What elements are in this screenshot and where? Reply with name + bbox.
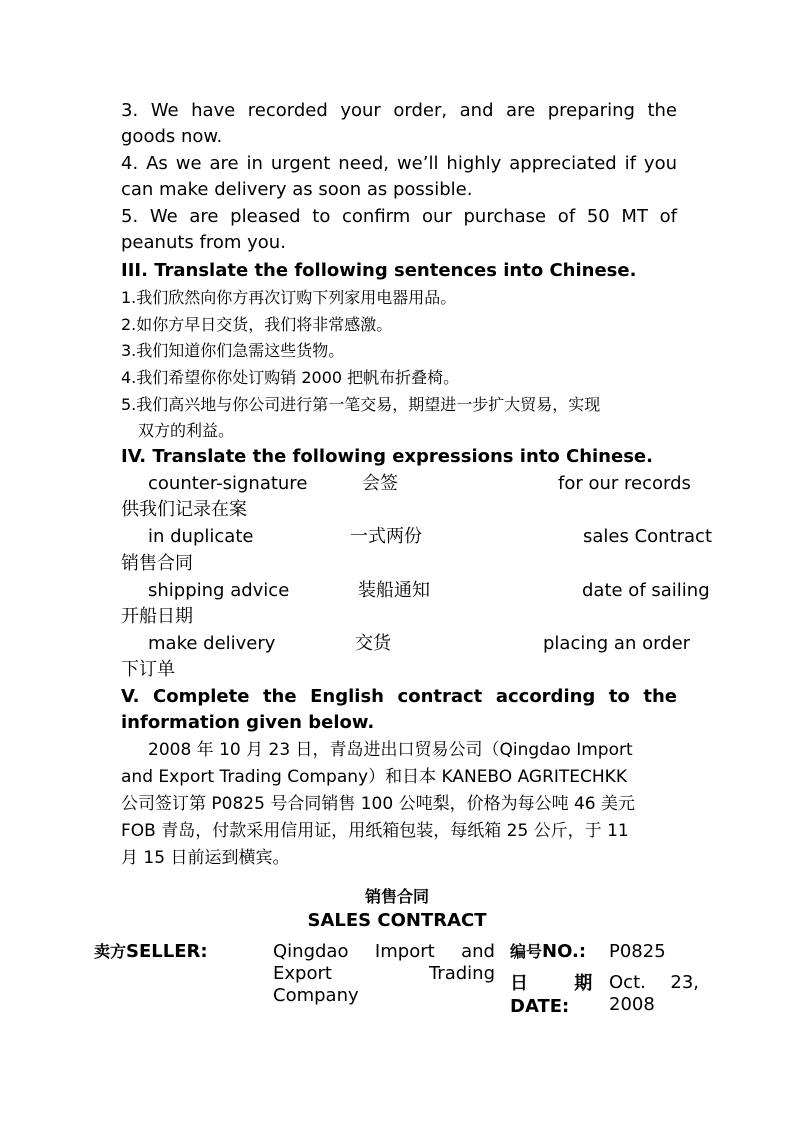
expression-en: shipping advice xyxy=(148,580,290,601)
sentence-3-line-1: 3. We have recorded your order, and are preparing the xyxy=(121,100,677,121)
sentence-4-line-1: 4. As we are in urgent need, we’ll highly appreciated if you xyxy=(121,153,677,174)
section-5-heading-line-2: information given below. xyxy=(121,712,375,733)
date-value-line-1: Oct. 23, xyxy=(609,972,699,993)
cn-sentence-1: 1.我们欣然向你方再次订购下列家用电器用品。 xyxy=(121,288,457,307)
expression-en: placing an order xyxy=(543,633,691,654)
section-5-heading-line-1: V. Complete the English contract according to the xyxy=(121,686,677,707)
expression-cn: 销售合同 xyxy=(121,553,193,574)
expression-cn: 一式两份 xyxy=(350,526,422,547)
sentence-3-line-2: goods now. xyxy=(121,126,223,147)
contract-no-label xyxy=(510,941,586,963)
cn-sentence-3: 3.我们知道你们急需这些货物。 xyxy=(121,341,345,360)
expression-en: for our records xyxy=(558,473,691,494)
cn-sentence-5-continued: 双方的利益。 xyxy=(138,421,235,440)
expression-cn: 开船日期 xyxy=(121,606,193,627)
contract-title-cn: 销售合同 xyxy=(364,887,429,906)
cn-sentence-4: 4.我们希望你你处订购销 2000 把帆布折叠椅。 xyxy=(121,368,460,387)
expression-cn: 会签 xyxy=(362,473,398,494)
expression-cn: 供我们记录在案 xyxy=(121,499,247,520)
expression-en: date of sailing xyxy=(582,580,710,601)
section-3-heading: III. Translate the following sentences into Chinese. xyxy=(121,260,637,281)
info-paragraph-line-4: FOB 青岛，付款采用信用证，用纸箱包装，每纸箱 25 公斤，于 11 xyxy=(121,821,629,841)
sentence-5-line-2: peanuts from you. xyxy=(121,232,286,253)
expression-en: in duplicate xyxy=(148,526,254,547)
sentence-5-line-1: 5. We are pleased to confirm our purchase of 50 MT of xyxy=(121,206,677,227)
seller-value-line-2: Export Trading xyxy=(273,963,495,984)
sentence-4-line-2: can make delivery as soon as possible. xyxy=(121,179,473,200)
info-paragraph-line-5: 月 15 日前运到横宾。 xyxy=(121,848,290,868)
date-label-cn: 日 期 xyxy=(510,973,593,994)
expression-cn: 交货 xyxy=(355,633,391,654)
info-paragraph-line-3: 公司签订第 P0825 号合同销售 100 公吨梨，价格为每公吨 46 美元 xyxy=(121,794,636,814)
seller-label-cn: 卖方 xyxy=(94,942,127,961)
seller-value-line-3: Company xyxy=(273,985,359,1006)
info-paragraph-line-2: and Export Trading Company）和日本 KANEBO AGRITECHKK xyxy=(121,767,627,787)
date-label-en: DATE: xyxy=(510,996,570,1017)
contract-no-value: P0825 xyxy=(609,941,666,962)
expression-en: sales Contract xyxy=(583,526,713,547)
section-4-heading: IV. Translate the following expressions into Chinese. xyxy=(121,446,653,467)
expression-en: counter-signature xyxy=(148,473,308,494)
date-value-line-2: 2008 xyxy=(609,994,655,1015)
seller-value-line-1: Qingdao Import and xyxy=(273,941,495,962)
cn-sentence-5: 5.我们高兴地与你公司进行第一笔交易，期望进一步扩大贸易，实现 xyxy=(121,395,601,414)
seller-label xyxy=(94,941,208,963)
contract-no-label-cn: 编号 xyxy=(510,942,543,961)
expression-cn: 下订单 xyxy=(121,659,175,680)
cn-sentence-2: 2.如你方早日交货，我们将非常感激。 xyxy=(121,315,393,334)
contract-title-en: SALES CONTRACT xyxy=(307,910,487,931)
contract-no-label-en: NO.: xyxy=(542,941,587,962)
info-paragraph-line-1: 2008 年 10 月 23 日，青岛进出口贸易公司（Qingdao Import xyxy=(148,740,633,760)
seller-label-en: SELLER: xyxy=(126,941,208,962)
expression-cn: 装船通知 xyxy=(358,580,430,601)
expression-en: make delivery xyxy=(148,633,276,654)
